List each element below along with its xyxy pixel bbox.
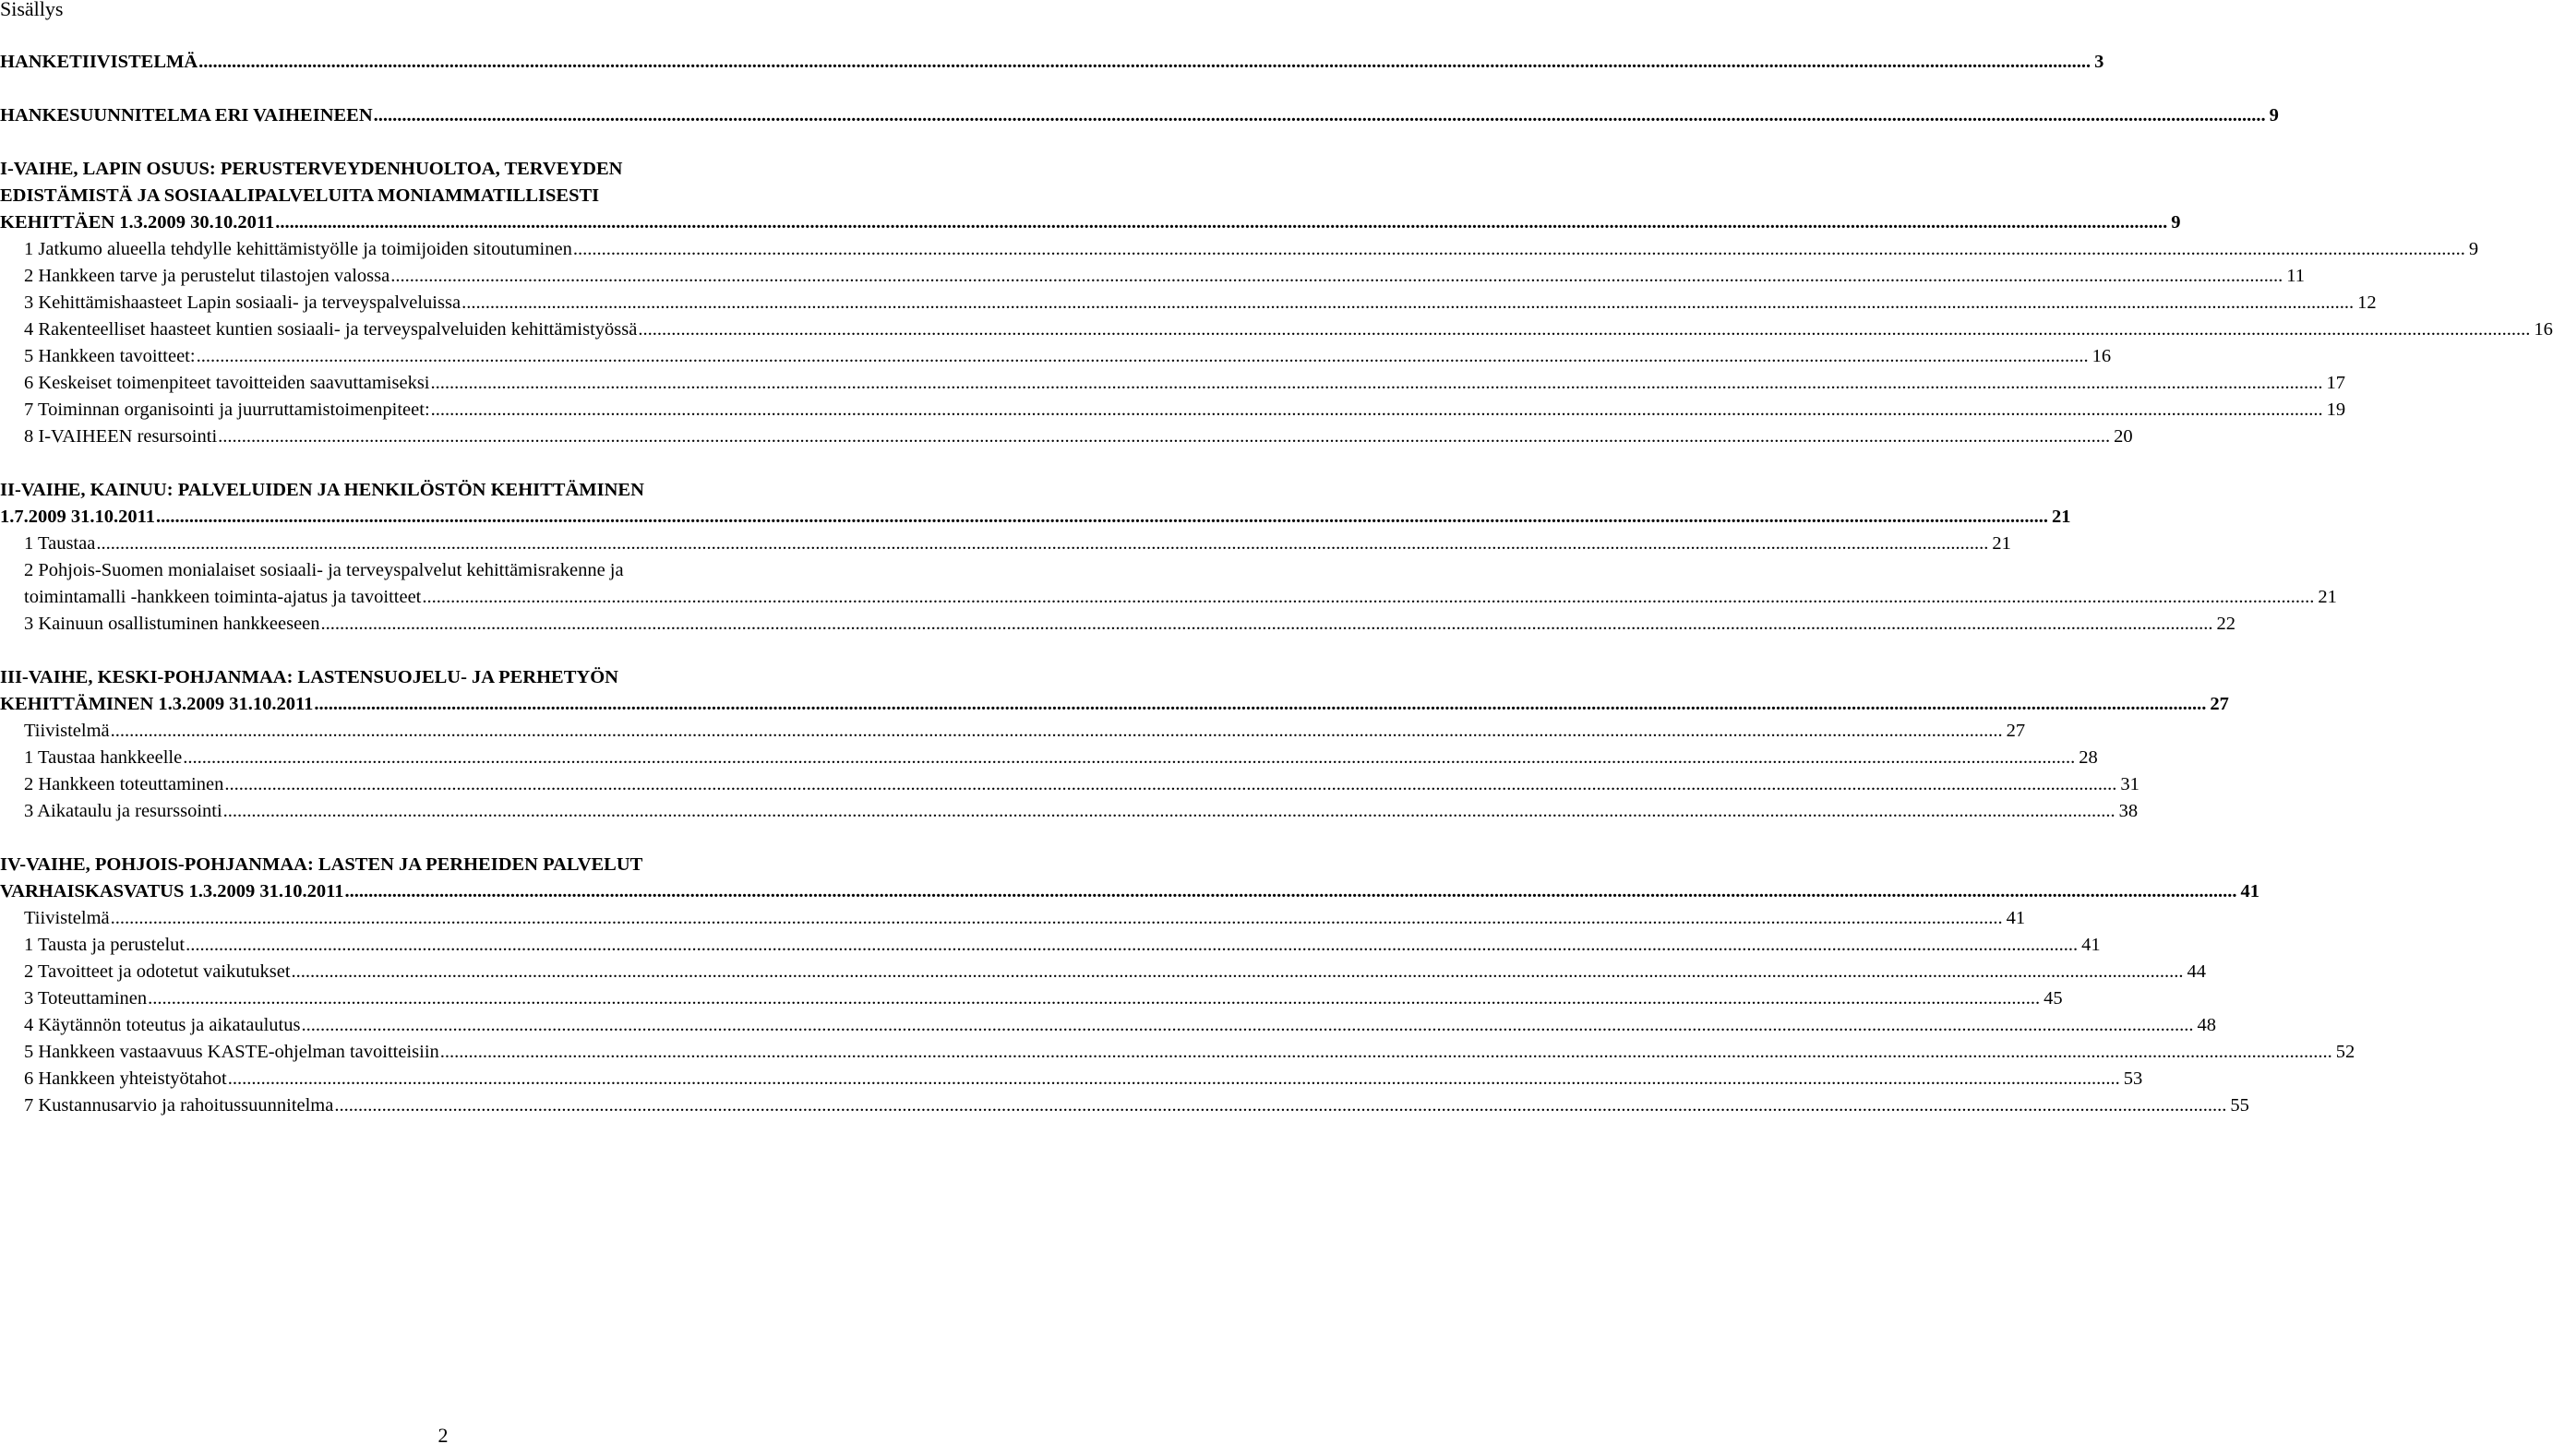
- page-number: 2: [437, 1424, 449, 1447]
- toc-entry-text: III-VAIHE, KESKI-POHJANMAA: LASTENSUOJELU- JA PERHETYÖN: [0, 667, 618, 687]
- toc-entry[interactable]: [0, 102, 2279, 129]
- toc-entry[interactable]: [0, 183, 879, 209]
- toc-entry[interactable]: [0, 397, 2346, 424]
- toc-entry[interactable]: [0, 557, 879, 584]
- toc-entry[interactable]: [0, 236, 2479, 263]
- toc-entry[interactable]: [0, 1066, 2143, 1092]
- toc-entry-text: I-VAIHE, LAPIN OSUUS: PERUSTERVEYDENHUOLTOA, TERVEYDEN: [0, 159, 623, 179]
- toc-page-number: 3: [2094, 52, 2104, 72]
- toc-entry-text: 6 Keskeiset toimenpiteet tavoitteiden saavuttamiseksi: [24, 373, 430, 393]
- toc-entry-text: II-VAIHE, KAINUU: PALVELUIDEN JA HENKILÖSTÖN KEHITTÄMINEN: [0, 480, 644, 500]
- toc-dot-leader: ................................................................................................................................................................................................................................................................................................................................................................................................................: [320, 614, 2213, 634]
- toc-entry-text: 2 Hankkeen tarve ja perustelut tilastojen valossa: [24, 266, 390, 286]
- toc-dot-leader: ................................................................................................................................................................................................................................................................................................................................................................................................................: [275, 212, 2168, 233]
- toc-entry[interactable]: [0, 932, 2101, 959]
- toc-entry-text: 2 Pohjois-Suomen monialaiset sosiaali- ja terveyspalvelut kehittämisrakenne ja: [24, 560, 624, 580]
- toc-dot-leader: ................................................................................................................................................................................................................................................................................................................................................................................................................: [334, 1095, 2227, 1116]
- toc-dot-leader: ................................................................................................................................................................................................................................................................................................................................................................................................................: [224, 774, 2117, 794]
- toc-entry[interactable]: [0, 611, 2236, 638]
- toc-page-number: 21: [2318, 587, 2337, 607]
- toc-dot-leader: ................................................................................................................................................................................................................................................................................................................................................................................................................: [186, 935, 2079, 955]
- toc-entry-text: 3 Toteuttaminen: [24, 988, 148, 1008]
- toc-entry[interactable]: [0, 878, 2259, 905]
- toc-page-number: 38: [2118, 801, 2139, 821]
- toc-page-number: 12: [2357, 292, 2377, 313]
- toc-entry[interactable]: [0, 316, 2553, 343]
- toc-page-number: 22: [2216, 614, 2236, 634]
- toc-page-number: 45: [2044, 988, 2063, 1008]
- toc-dot-leader: ................................................................................................................................................................................................................................................................................................................................................................................................................: [96, 533, 1989, 554]
- toc-dot-leader: ................................................................................................................................................................................................................................................................................................................................................................................................................: [227, 1068, 2120, 1089]
- toc-entry[interactable]: [0, 424, 2133, 450]
- toc-entry[interactable]: [0, 290, 2377, 316]
- toc-page-number: 16: [2534, 319, 2553, 340]
- toc-entry-text: 7 Toiminnan organisointi ja juurruttamistoimenpiteet:: [24, 400, 430, 420]
- toc-entry-text: IV-VAIHE, POHJOIS-POHJANMAA: LASTEN JA PERHEIDEN PALVELUT: [0, 854, 643, 875]
- toc-page-number: 41: [2081, 935, 2101, 955]
- toc-entry-text: HANKETIIVISTELMÄ: [0, 52, 198, 72]
- toc-dot-leader: ................................................................................................................................................................................................................................................................................................................................................................................................................: [301, 1015, 2194, 1035]
- toc-page-number: 48: [2197, 1015, 2216, 1035]
- toc-entry[interactable]: [0, 477, 879, 504]
- toc-page-number: 31: [2120, 774, 2139, 794]
- toc-dot-leader: ................................................................................................................................................................................................................................................................................................................................................................................................................: [461, 292, 2355, 313]
- toc-dot-leader: ................................................................................................................................................................................................................................................................................................................................................................................................................: [156, 507, 2048, 527]
- toc-page-number: 41: [2006, 908, 2026, 928]
- toc-dot-leader: ................................................................................................................................................................................................................................................................................................................................................................................................................: [439, 1042, 2332, 1062]
- toc-entry[interactable]: [0, 263, 2305, 290]
- toc-entry-text: 1 Tausta ja perustelut: [24, 935, 186, 955]
- toc-entry[interactable]: [0, 985, 2063, 1012]
- toc-page-number: 52: [2335, 1042, 2355, 1062]
- toc-entry-text: 5 Hankkeen vastaavuus KASTE-ohjelman tavoitteisiin: [24, 1042, 439, 1062]
- toc-entry[interactable]: [0, 1092, 2249, 1119]
- toc-entry[interactable]: [0, 718, 2026, 745]
- toc-dot-leader: ................................................................................................................................................................................................................................................................................................................................................................................................................: [183, 747, 2076, 768]
- toc-dot-leader: ................................................................................................................................................................................................................................................................................................................................................................................................................: [430, 373, 2323, 393]
- toc-entry-text: 2 Tavoitteet ja odotetut vaikutukset: [24, 961, 291, 982]
- toc-entry-text: 1 Jatkumo alueella tehdylle kehittämistyölle ja toimijoiden sitoutuminen: [24, 239, 572, 259]
- toc-dot-leader: ................................................................................................................................................................................................................................................................................................................................................................................................................: [196, 346, 2089, 366]
- toc-dot-leader: ................................................................................................................................................................................................................................................................................................................................................................................................................: [373, 105, 2266, 125]
- toc-entry-text: KEHITTÄMINEN 1.3.2009 31.10.2011: [0, 694, 314, 714]
- toc-entry[interactable]: [0, 209, 2181, 236]
- toc-entry[interactable]: [0, 370, 2345, 397]
- toc-page-number: 28: [2079, 747, 2098, 768]
- toc-page-number: 21: [1992, 533, 2011, 554]
- toc-dot-leader: ................................................................................................................................................................................................................................................................................................................................................................................................................: [390, 266, 2283, 286]
- toc-entry-text: KEHITTÄEN 1.3.2009 30.10.2011: [0, 212, 275, 233]
- toc-entry[interactable]: [0, 905, 2026, 932]
- toc-page-number: 17: [2326, 373, 2345, 393]
- toc-entry-text: 1 Taustaa hankkeelle: [24, 747, 183, 768]
- toc-entry-text: 6 Hankkeen yhteistyötahot: [24, 1068, 227, 1089]
- toc-page-number: 16: [2092, 346, 2112, 366]
- toc-page-number: 27: [2006, 721, 2026, 741]
- toc-entry-text: 5 Hankkeen tavoitteet:: [24, 346, 196, 366]
- toc-entry-text: 3 Kehittämishaasteet Lapin sosiaali- ja terveyspalveluissa: [24, 292, 461, 313]
- toc-entry[interactable]: [0, 664, 879, 691]
- toc-entry-text: 8 I-VAIHEEN resursointi: [24, 426, 218, 447]
- toc-entry[interactable]: [0, 584, 2337, 611]
- toc-entry-text: 3 Kainuun osallistuminen hankkeeseen: [24, 614, 320, 634]
- toc-entry-text: VARHAISKASVATUS 1.3.2009 31.10.2011: [0, 881, 344, 901]
- toc-entry[interactable]: [0, 745, 2098, 771]
- toc-entry[interactable]: [0, 959, 2207, 985]
- toc-entry-text: HANKESUUNNITELMA ERI VAIHEINEEN: [0, 105, 373, 125]
- toc-dot-leader: ................................................................................................................................................................................................................................................................................................................................................................................................................: [222, 801, 2116, 821]
- toc-entry-text: 2 Hankkeen toteuttaminen: [24, 774, 224, 794]
- toc-page-number: 19: [2326, 400, 2346, 420]
- toc-entry-text: 4 Käytännön toteutus ja aikataulutus: [24, 1015, 301, 1035]
- toc-dot-leader: ................................................................................................................................................................................................................................................................................................................................................................................................................: [218, 426, 2111, 447]
- toc-dot-leader: ................................................................................................................................................................................................................................................................................................................................................................................................................: [572, 239, 2465, 259]
- toc-page-number: 41: [2240, 881, 2259, 901]
- toc-page-number: 20: [2114, 426, 2133, 447]
- toc-page-number: 9: [2269, 105, 2279, 125]
- toc-entry[interactable]: [0, 343, 2112, 370]
- toc-entry-text: EDISTÄMISTÄ JA SOSIAALIPALVELUITA MONIAMMATILLISESTI: [0, 185, 600, 206]
- toc-title: Sisällys: [0, 0, 64, 20]
- toc-entry-text: 7 Kustannusarvio ja rahoitussuunnitelma: [24, 1095, 334, 1116]
- toc-dot-leader: ................................................................................................................................................................................................................................................................................................................................................................................................................: [291, 961, 2184, 982]
- toc-entry[interactable]: [0, 691, 2229, 718]
- toc-entry[interactable]: [0, 798, 2139, 825]
- toc-page-number: 21: [2052, 507, 2071, 527]
- toc-entry-text: Tiivistelmä: [24, 721, 110, 741]
- toc-entry-text: 1.7.2009 31.10.2011: [0, 507, 155, 527]
- toc-dot-leader: ................................................................................................................................................................................................................................................................................................................................................................................................................: [148, 988, 2041, 1008]
- toc-entry[interactable]: [0, 1012, 2216, 1039]
- toc-dot-leader: ................................................................................................................................................................................................................................................................................................................................................................................................................: [198, 52, 2092, 72]
- toc-page-number: 11: [2286, 266, 2305, 286]
- toc-entry-text: toimintamalli -hankkeen toiminta-ajatus ja tavoitteet: [24, 587, 422, 607]
- toc-dot-leader: ................................................................................................................................................................................................................................................................................................................................................................................................................: [344, 881, 2237, 901]
- toc-entry-text: 3 Aikataulu ja resurssointi: [24, 801, 222, 821]
- toc-entry[interactable]: [0, 156, 879, 183]
- toc-dot-leader: ................................................................................................................................................................................................................................................................................................................................................................................................................: [422, 587, 2315, 607]
- toc-entry[interactable]: [0, 1039, 2355, 1066]
- toc-page-number: 9: [2468, 239, 2479, 259]
- toc-entry[interactable]: [0, 504, 2071, 531]
- toc-dot-leader: ................................................................................................................................................................................................................................................................................................................................................................................................................: [638, 319, 2531, 340]
- toc-page-number: 27: [2210, 694, 2229, 714]
- toc-entry[interactable]: [0, 852, 879, 878]
- toc-dot-leader: ................................................................................................................................................................................................................................................................................................................................................................................................................: [430, 400, 2323, 420]
- toc-entry-text: 1 Taustaa: [24, 533, 96, 554]
- toc-page-number: 55: [2230, 1095, 2249, 1116]
- toc-entry[interactable]: [0, 531, 2011, 557]
- toc-entry[interactable]: [0, 49, 2104, 76]
- toc-dot-leader: ................................................................................................................................................................................................................................................................................................................................................................................................................: [110, 721, 2003, 741]
- toc-page-number: 44: [2187, 961, 2207, 982]
- toc-page-number: 53: [2123, 1068, 2143, 1089]
- toc-entry[interactable]: [0, 771, 2139, 798]
- toc-entry-text: Tiivistelmä: [24, 908, 110, 928]
- toc-entry-text: 4 Rakenteelliset haasteet kuntien sosiaali- ja terveyspalveluiden kehittämistyössä: [24, 319, 638, 340]
- toc-dot-leader: ................................................................................................................................................................................................................................................................................................................................................................................................................: [110, 908, 2003, 928]
- toc-dot-leader: ................................................................................................................................................................................................................................................................................................................................................................................................................: [314, 694, 2207, 714]
- toc-page-number: 9: [2171, 212, 2181, 233]
